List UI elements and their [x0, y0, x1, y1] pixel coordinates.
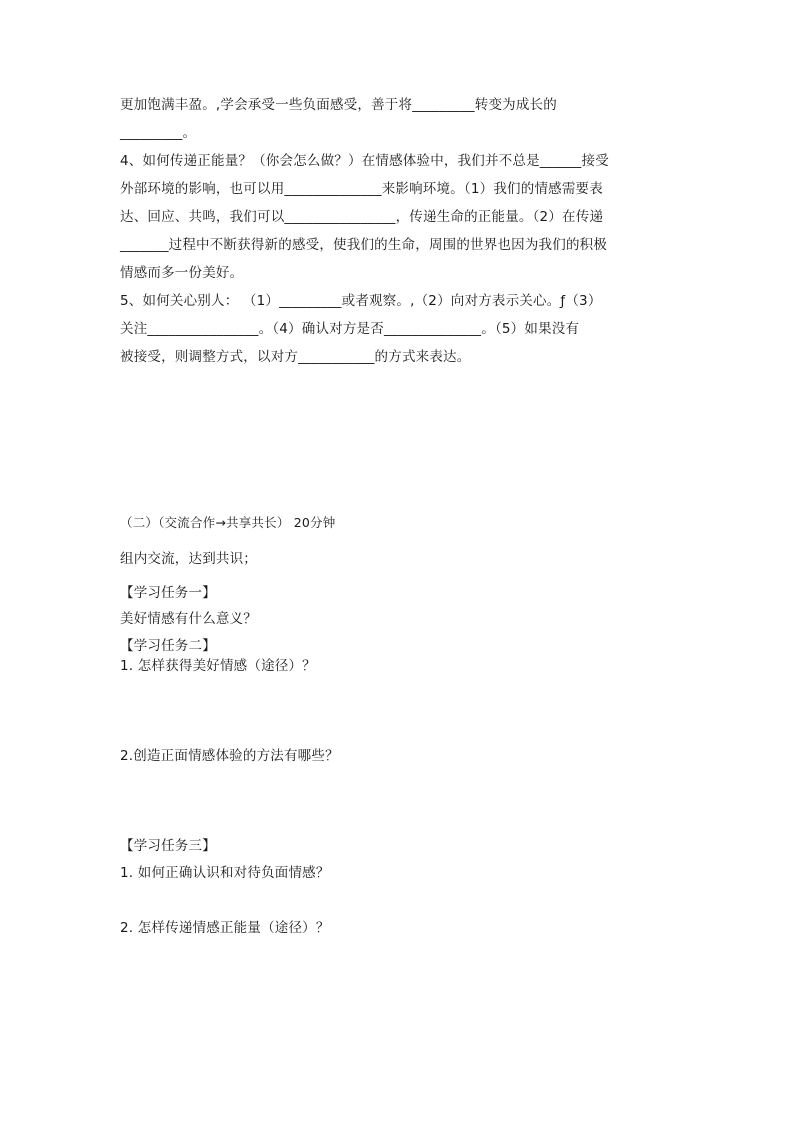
section-heading: （二）（交流合作→共享共长） 20分钟: [120, 515, 336, 530]
paragraph-line-3: 4、如何传递正能量？（你会怎么做？）在情感体验中，我们并不总是______接受: [120, 153, 609, 169]
task1-title: 【学习任务一】: [120, 585, 216, 601]
task2-title: 【学习任务二】: [120, 638, 216, 654]
paragraph-line-10: 被接受，则调整方式，以对方___________的方式来表达。: [120, 349, 471, 365]
paragraph-line-5: 达、回应、共鸣，我们可以________________，传递生命的正能量。（2）在传递: [120, 209, 604, 225]
instruction-text: 组内交流，达到共识；: [120, 551, 257, 567]
paragraph-line-1: 更加饱满丰盈。,学会承受一些负面感受，善于将_________转变为成长的: [120, 97, 557, 113]
paragraph-line-4: 外部环境的影响，也可以用______________来影响环境。（1）我们的情感需要表: [120, 181, 603, 197]
paragraph-line-7: 情感而多一份美好。: [120, 265, 244, 281]
paragraph-line-2: _________。: [120, 125, 197, 141]
paragraph-line-8: 5、如何关心别人： （1）_________或者观察。,（2）向对方表示关心。ƒ（3）: [120, 293, 602, 309]
paragraph-line-9: 关注________________。（4）确认对方是否______________。（5）如果没有: [120, 321, 580, 337]
task3-question-1: 1. 如何正确认识和对待负面情感？: [120, 865, 330, 881]
paragraph-line-6: _______过程中不断获得新的感受，使我们的生命，周围的世界也因为我们的积极: [120, 237, 608, 253]
task2-question-2: 2.创造正面情感体验的方法有哪些？: [120, 748, 339, 764]
task2-question-1: 1. 怎样获得美好情感（途径）？: [120, 658, 316, 674]
task3-title: 【学习任务三】: [120, 838, 216, 854]
task3-question-2: 2. 怎样传递情感正能量（途径）？: [120, 920, 330, 936]
task1-question: 美好情感有什么意义？: [120, 611, 257, 627]
